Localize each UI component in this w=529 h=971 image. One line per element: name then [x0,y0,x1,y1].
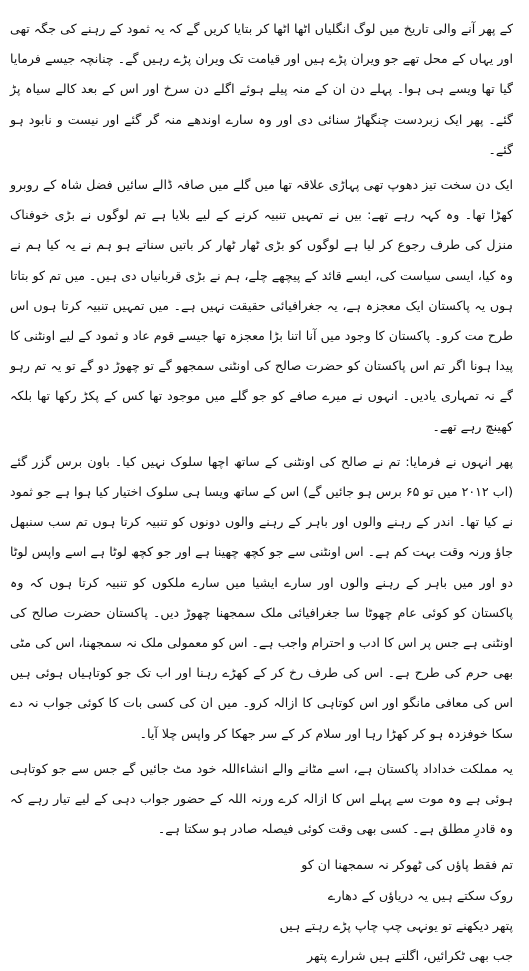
poem-line-2: روک سکتے ہیں یہ دریاؤں کے دھارے [327,887,513,903]
paragraph-4: یہ مملکت خداداد پاکستان ہے، اسے مٹانے والے انشاءاللہ خود مٹ جائیں گے جس سے جو کوتاہی ہوئی ہے وہ موت سے پہلے اس کا ازالہ کرے ورنہ اللہ کے حضور جواب دہی کے لیے تیار رہے کہ وہ قادرِ مطلق ہے۔ کسی بھی وقت کوئی فیصلہ صادر ہو سکتا ہے۔ [10,760,513,837]
poem-line-4: جب بھی ٹکرائیں، اگلتے ہیں شرارے پتھر [307,948,513,964]
paragraph-2: ایک دن سخت تیز دھوپ تھی پہاڑی علاقہ تھا میں گلے میں صافہ ڈالے سائیں فضل شاہ کے روبرو کھڑا تھا۔ وہ کہہ رہے تھے: بیں نے تمہیں تنبیہ کرنے کے لیے بلایا ہے تم لوگوں نے بڑی خوفناک منزل کی طرف رجوع کر لیا ہے لوگوں کو بڑی ٹھار ٹھار کر باتیں سناتے ہو ہم نے یہ کیا ہم نے وہ کیا، ایسی سیاست کی، ایسے قائد کے پیچھے چلے، ہم نے بڑی قربانیاں دی ہیں۔ میں تم کو بتاتا ہوں یہ پاکستان ایک معجزہ ہے، یہ جغرافیائی حقیقت نہیں ہے۔ میں تمہیں تنبیہ کرتا ہوں اس طرح مت کرو۔ پاکستان کا وجود میں آنا اتنا بڑا معجزہ تھا جیسے قوم عاد و ثمود کے لیے اونٹنی کا پیدا ہونا اگر تم اس پاکستان کو حضرت صالح کی اونٹنی سمجھو گے تو چھوڑ دو گے تو یہ تم رہو گے نہ تمہاری یادیں۔ انہوں نے میرے صافے کو جو گلے میں موجود تھا کس کے پکڑ رکھا تھا بلکہ کھینچ رہے تھے۔ [10,177,513,434]
paragraph-3: پھر انہوں نے فرمایا: تم نے صالح کی اونٹنی کے ساتھ اچھا سلوک نہیں کیا۔ باون برس گزر گئے (اب ۲۰۱۲ میں تو ۶۵ برس ہو جائیں گے) اس کے ساتھ ویسا ہی سلوک اختیار کیا ہوا ہے جو ثمود نے کیا تھا۔ اندر کے رہنے والوں اور باہر کے رہنے والوں دونوں کو تنبیہ کرتا ہوں تم سب سنبھل جاؤ ورنہ وقت بہت کم ہے۔ اس اونٹنی سے جو کچھ چھینا ہے اور جو کچھ لوٹا ہے اسے واپس لوٹا دو اور میں باہر کے رہنے والوں اور سارے ایشیا میں سارے ملکوں کو تنبیہ کرتا ہوں کہ وہ پاکستان کو کوئی عام چھوٹا سا جغرافیائی ملک سمجھنا چھوڑ دیں۔ پاکستان حضرت صالح کی اونٹنی ہے جس پر اس کا ادب و احترام واجب ہے۔ اس کو معمولی ملک نہ سمجھنا، اس کی مٹی بھی حرم کی طرح ہے۔ اس کی طرف رخ کر کے کھڑے رہنا اور اب تک جو کوتاہیاں ہوئی ہیں اس کی معافی مانگو اور اس کوتاہی کا ازالہ کرو۔ میں ان کی کسی بات کا کوئی جواب نہ دے سکا خوفزدہ ہو کر کھڑا رہا اور سلام کر کے سر جھکا کر واپس چلا آیا۔ [10,453,513,741]
poem-line-3: پتھر دیکھنے تو یونہی چپ چاپ پڑے رہتے ہیں [279,917,513,933]
poem-line-1: تم فقط پاؤں کی ٹھوکر نہ سمجھنا ان کو [301,857,513,873]
paragraph-1: کے پھر آنے والی تاریخ میں لوگ انگلیاں اٹھا اٹھا کر بتایا کریں گے کہ یہ ثمود کے رہنے کی جگہ تھی اور یہاں کے محل تھے جو ویران پڑے ہیں اور قیامت تک ویران پڑے رہیں گے۔ چنانچہ جیسے فرمایا گیا تھا ویسے ہی ہوا۔ پہلے دن ان کے منہ پیلے ہوئے اگلے دن سرخ اور اس کے بعد کالے سیاہ پڑ گئے۔ پھر ایک زبردست چنگھاڑ سنائی دی اور وہ سارے اوندھے منہ گر گئے اور نیست و نابود ہو گئے۔ [10,21,513,157]
poem-block [10,850,513,971]
